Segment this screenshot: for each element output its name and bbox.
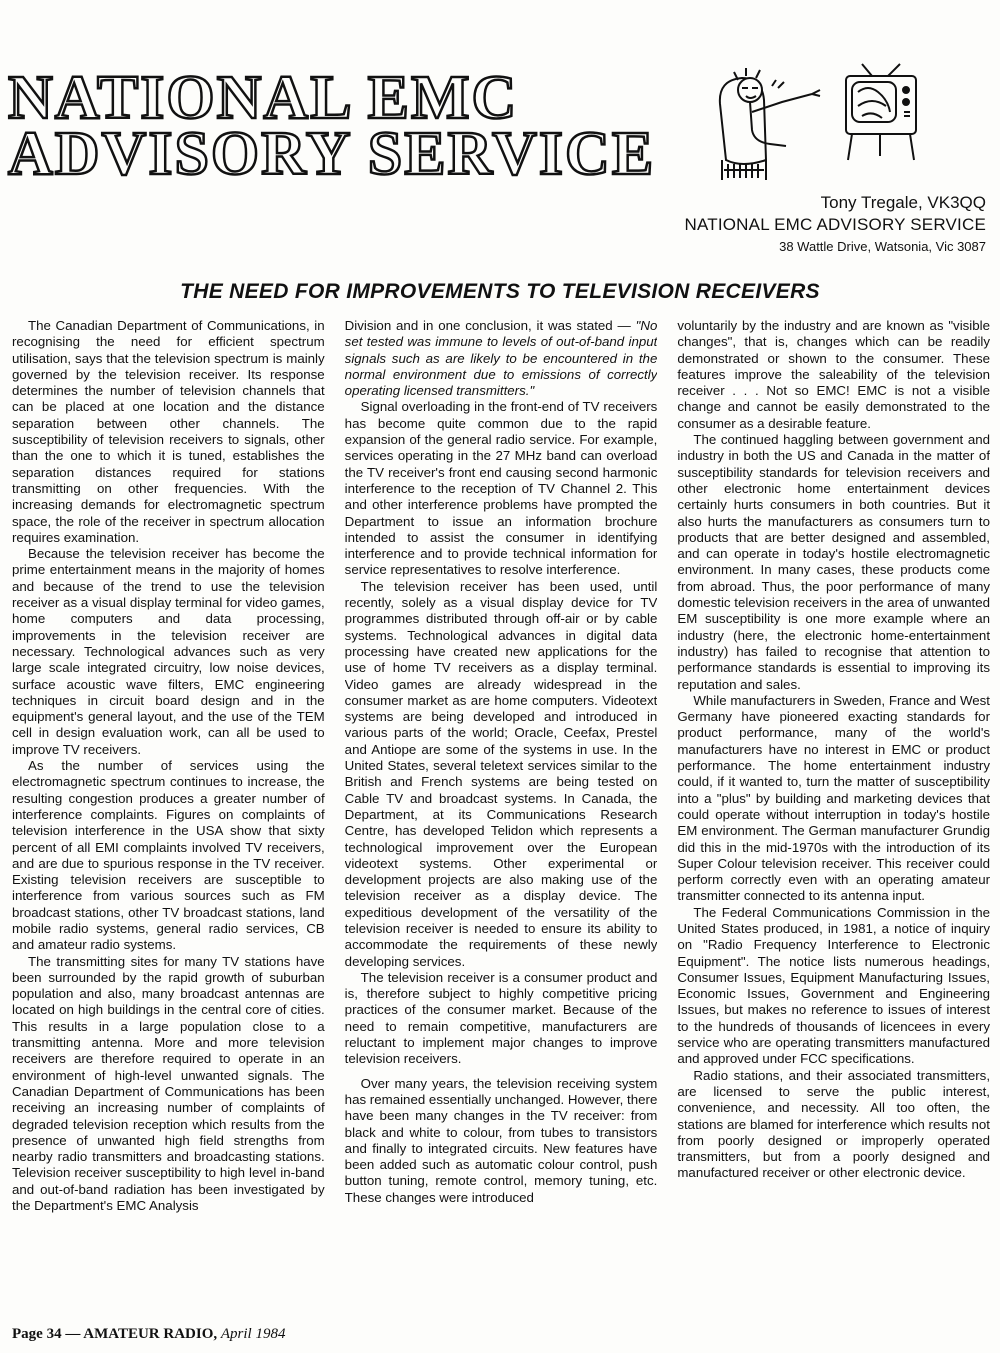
author-name: Tony Tregale, VK3QQ xyxy=(820,193,986,212)
quoted-conclusion: "No set tested was immune to levels of out-of-band input signals such as are likely to be encountered in the normal environment due to emissions of correctly operating licensed transmitters." xyxy=(344,318,658,399)
footer-page-label: Page 34 — AMATEUR RADIO, xyxy=(12,1326,218,1342)
cartoon-illustration xyxy=(712,60,932,190)
byline xyxy=(685,192,987,258)
viewer-figure xyxy=(734,68,820,146)
paragraph: Because the television receiver has become the prime entertainment means in the majority of homes and because of the trend to use the television receiver as a visual display terminal for video games, home computers and data processing, improvements in the television receiver are necessary. Technological advances such as very large scale integrated circuitry, low noise devices, surface acoustic wave filters, EMC engineering techniques in circuit board design and in the equipment's general layout, and the use of the TEM cell in design evaluation work, can all be used to improve TV receivers. xyxy=(12,546,325,757)
postal-address: 38 Wattle Drive, Watsonia, Vic 3087 xyxy=(779,239,986,254)
paragraph: As the number of services using the electromagnetic spectrum continues to increase, the resulting congestion produces a greater number of interference complaints. Figures on complaints of television interference in the USA show that sixty percent of all EMI complaints involved TV receivers, and are due to spurious response in the TV receiver. Existing television receivers are susceptible to interference from various sources such as FM broadcast stations, other TV broadcast stations, land mobile radio systems, general radio services, CB and amateur radio systems. xyxy=(12,758,325,953)
paragraph: The transmitting sites for many TV stations have been surrounded by the rapid growth of suburban population and also, many broadcast antennas are located on high buildings in the central core of cities. This results in a large population close to a transmitting antenna. More and more television receivers are therefore required to operate in an environment of high-level unwanted signals. The Canadian Department of Communications has been receiving an increasing number of complaints of degraded television reception which results from the presence of unwanted high field strengths from nearby radio transmitters and broadcasting stations. Television receiver susceptibility to high level in-band and out-of-band radiation has been investigated by the Department's EMC Analysis xyxy=(12,953,325,1214)
paragraph: Over many years, the television receiving system has remained essentially unchanged. However, there have been many changes in the TV receiver: from black and white to colour, from tubes to transistors and finally to integrated circuits. New features have been added such as automatic colour control, push button tuning, remote control, memory tuning, etc. These changes were introduced xyxy=(344,1075,658,1205)
column-2 xyxy=(345,318,658,1320)
column-3 xyxy=(677,318,990,1320)
organization-name: NATIONAL EMC ADVISORY SERVICE xyxy=(684,215,986,234)
paragraph: While manufacturers in Sweden, France and West Germany have pioneered exacting standards for product performance, many of the world's manufacturers have no interest in EMC or product performance. The home entertainment industry could, if it wanted to, turn the matter of susceptibility into a "plus" by building and marketing devices that could operate without interruption in today's hostile EM environment. The German manufacturer Grundig did this in the mid-1970s with the introduction of its Super Colour television receiver. This receiver could perform correctly even with an operating amateur transmitter connected to its antenna input. xyxy=(677,692,991,904)
page-footer xyxy=(12,1326,285,1343)
television-drawing xyxy=(846,64,916,160)
masthead-line-2: ADVISORY SERVICE xyxy=(8,120,656,188)
paragraph: Radio stations, and their associated transmitters, are licensed to serve the public interest, convenience, and necessity. All too often, the stations are blamed for interference which results not from poorly designed or improperly operated transmitters, but from a poorly designed and manufactured receiver or other electronic device. xyxy=(677,1067,991,1181)
paragraph: The Federal Communications Commission in the United States produced, in 1981, a notice of inquiry on "Radio Frequency Interference to Electronic Equipment". The notice lists numerous headings, Consumer Issues, Equipment Manufacturing Issues, Economic Issues, Government and Engineering Issues, but makes no reference to issues of interest to the hundreds of thousands of licencees in every service who are operating transmitters manufactured and approved under FCC specifications. xyxy=(677,904,991,1067)
article-headline: THE NEED FOR IMPROVEMENTS TO TELEVISION RECEIVERS xyxy=(180,280,820,303)
paragraph: voluntarily by the industry and are known as "visible changes", that is, changes which can be readily demonstrated or shown to the consumer. These features improve the saleability of the television receiver . . . Not so EMC! EMC is not a visible change and cannot be easily demonstrated to the consumer as a desirable feature. xyxy=(677,318,991,431)
column-1 xyxy=(12,318,325,1320)
paragraph xyxy=(345,318,658,399)
paragraph: The continued haggling between government and industry in both the US and Canada in the matter of susceptibility standards for television receivers and other electronic home entertainment devices certainly hurts consumers in both countries. But it also hurts the manufacturers as consumers turn to products that are better designed and assembled, and can operate in today's hostile electromagnetic environment. In many cases, these products come from abroad. Thus, the poor performance of many domestic television receivers in the area of unwanted EM susceptibility is one more example where an industry (here, the electronic home-entertainment industry) has failed to recognise that attention to performance standards is essential to improving its reputation and sales. xyxy=(677,432,991,692)
footer-date: April 1984 xyxy=(220,1326,286,1342)
masthead-line-1: NATIONAL EMC xyxy=(8,64,519,132)
paragraph: The television receiver is a consumer product and is, therefore subject to highly competitive pricing practices of the consumer market. Because of the need to remain competitive, manufacturers are reluctant to implement major changes to improve television receivers. xyxy=(344,969,658,1067)
masthead-title xyxy=(8,64,656,188)
paragraph: Signal overloading in the front-end of TV receivers has become quite common due to the rapid expansion of the general radio service. For example, services operating in the 27 MHz band can overload the TV receiver's front end causing second harmonic interference to the reception of TV Channel 2. This and other interference problems have prompted the Department to issue an information brochure intended to assist the consumer in identifying interference and to provide technical information for service representatives to resolve interference. xyxy=(344,399,658,578)
paragraph-lead: Division and in one conclusion, it was stated — xyxy=(344,318,636,333)
paragraph: The television receiver has been used, until recently, solely as a visual display device for TV programmes distributed through off-air or by cable systems. Technological advances in digital data processing have created new applications for the use of home TV receivers as a display terminal. Video games are already widespread in the consumer market as are home computers. Videotext systems are being developed and introduced in various parts of the world; Oracle, Ceefax, Prestel and Antiope are some of the systems in use. In the United States, several teletext services similar to the British and French systems are being tested on Cable TV and broadcast systems. In Canada, the Department, at its Communications Research Centre, has developed Telidon which represents a technological improvement over the European videotext systems. Other experimental or development projects are also making use of the television receiver as a display device. The expeditious development of the versatility of the television receiver is needed to ensure its ability to accommodate the requirements of these newly developing services. xyxy=(344,578,658,969)
article-body xyxy=(12,318,990,1320)
paragraph: The Canadian Department of Communications, in recognising the need for efficient spectrum utilisation, says that the television spectrum is mainly governed by the television receiver. Its response determines the number of television channels that can be placed at one location and the distance separation between other channels. The susceptibility of television receivers to signals, other than the one to which it is tuned, establishes the separation distances required for stations transmitting on other frequencies. With the increasing demands for electromagnetic spectrum space, the role of the receiver in spectrum allocation requires examination. xyxy=(12,318,325,545)
